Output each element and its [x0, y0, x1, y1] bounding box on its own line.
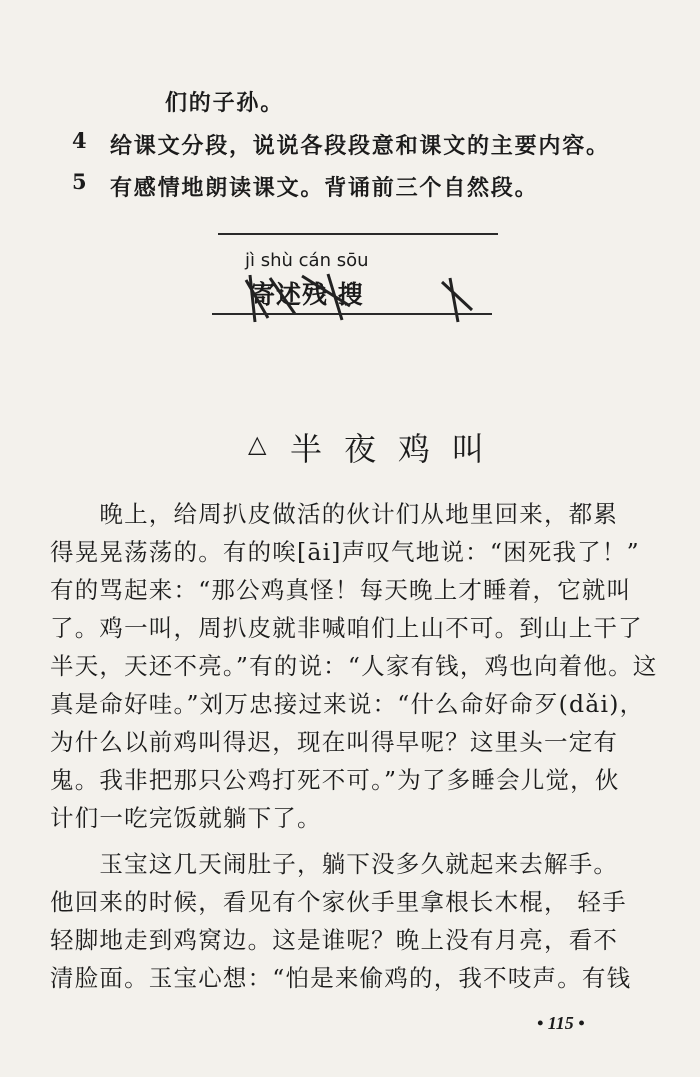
text-line: 清脸面。玉宝心想：“怕是来偷鸡的，我不吱声。有钱 [50, 964, 632, 992]
exercise-text: 给课文分段，说说各段段意和课文的主要内容。 [110, 133, 610, 159]
text-line: 得晃晃荡荡的。有的唉[āi]声叹气地说：“困死我了！” [50, 538, 640, 566]
handwriting-scribble [210, 270, 500, 330]
exercise-number: 5 [72, 169, 87, 194]
exercise-text: 有感情地朗读课文。背诵前三个自然段。 [110, 175, 539, 201]
article-title: 半夜鸡叫 [290, 430, 507, 468]
header-rule-bottom [212, 313, 492, 315]
text-line: 玉宝这几天闹肚子，躺下没多久就起来去解手。 [50, 850, 619, 878]
text-line: 有的骂起来：“那公鸡真怪！每天晚上才睡着，它就叫 [50, 576, 632, 604]
handwriting-hanzi: 寄述残 搜 [250, 280, 364, 309]
page-number: • 115 • [537, 1013, 585, 1033]
text-line: 了。鸡一叫，周扒皮就非喊咱们上山不可。到山上干了 [50, 614, 643, 642]
text-line: 轻脚地走到鸡窝边。这是谁呢？晚上没有月亮，看不 [50, 926, 619, 954]
header-rule-top [218, 233, 498, 235]
pinyin-line: jì shù cán sōu [245, 250, 369, 271]
text-line: 半天，天还不亮。”有的说：“人家有钱，鸡也向着他。这 [50, 652, 658, 680]
text-line: 晚上，给周扒皮做活的伙计们从地里回来，都累 [50, 500, 619, 528]
exercise-number: 4 [72, 128, 87, 153]
text-line: 为什么以前鸡叫得迟，现在叫得早呢？这里头一定有 [50, 728, 619, 756]
text-line: 他回来的时候，看见有个家伙手里拿根长木棍， 轻手 [50, 888, 627, 916]
text-line: 计们一吃完饭就躺下了。 [50, 804, 322, 832]
text-line: 鬼。我非把那只公鸡打死不可。”为了多睡会儿觉，伙 [50, 766, 620, 794]
triangle-marker-icon: △ [248, 430, 267, 458]
text-line: 真是命好哇。”刘万忠接过来说：“什么命好命歹(dǎi)， [50, 690, 645, 718]
exercise-continuation: 们的子孙。 [165, 90, 285, 116]
